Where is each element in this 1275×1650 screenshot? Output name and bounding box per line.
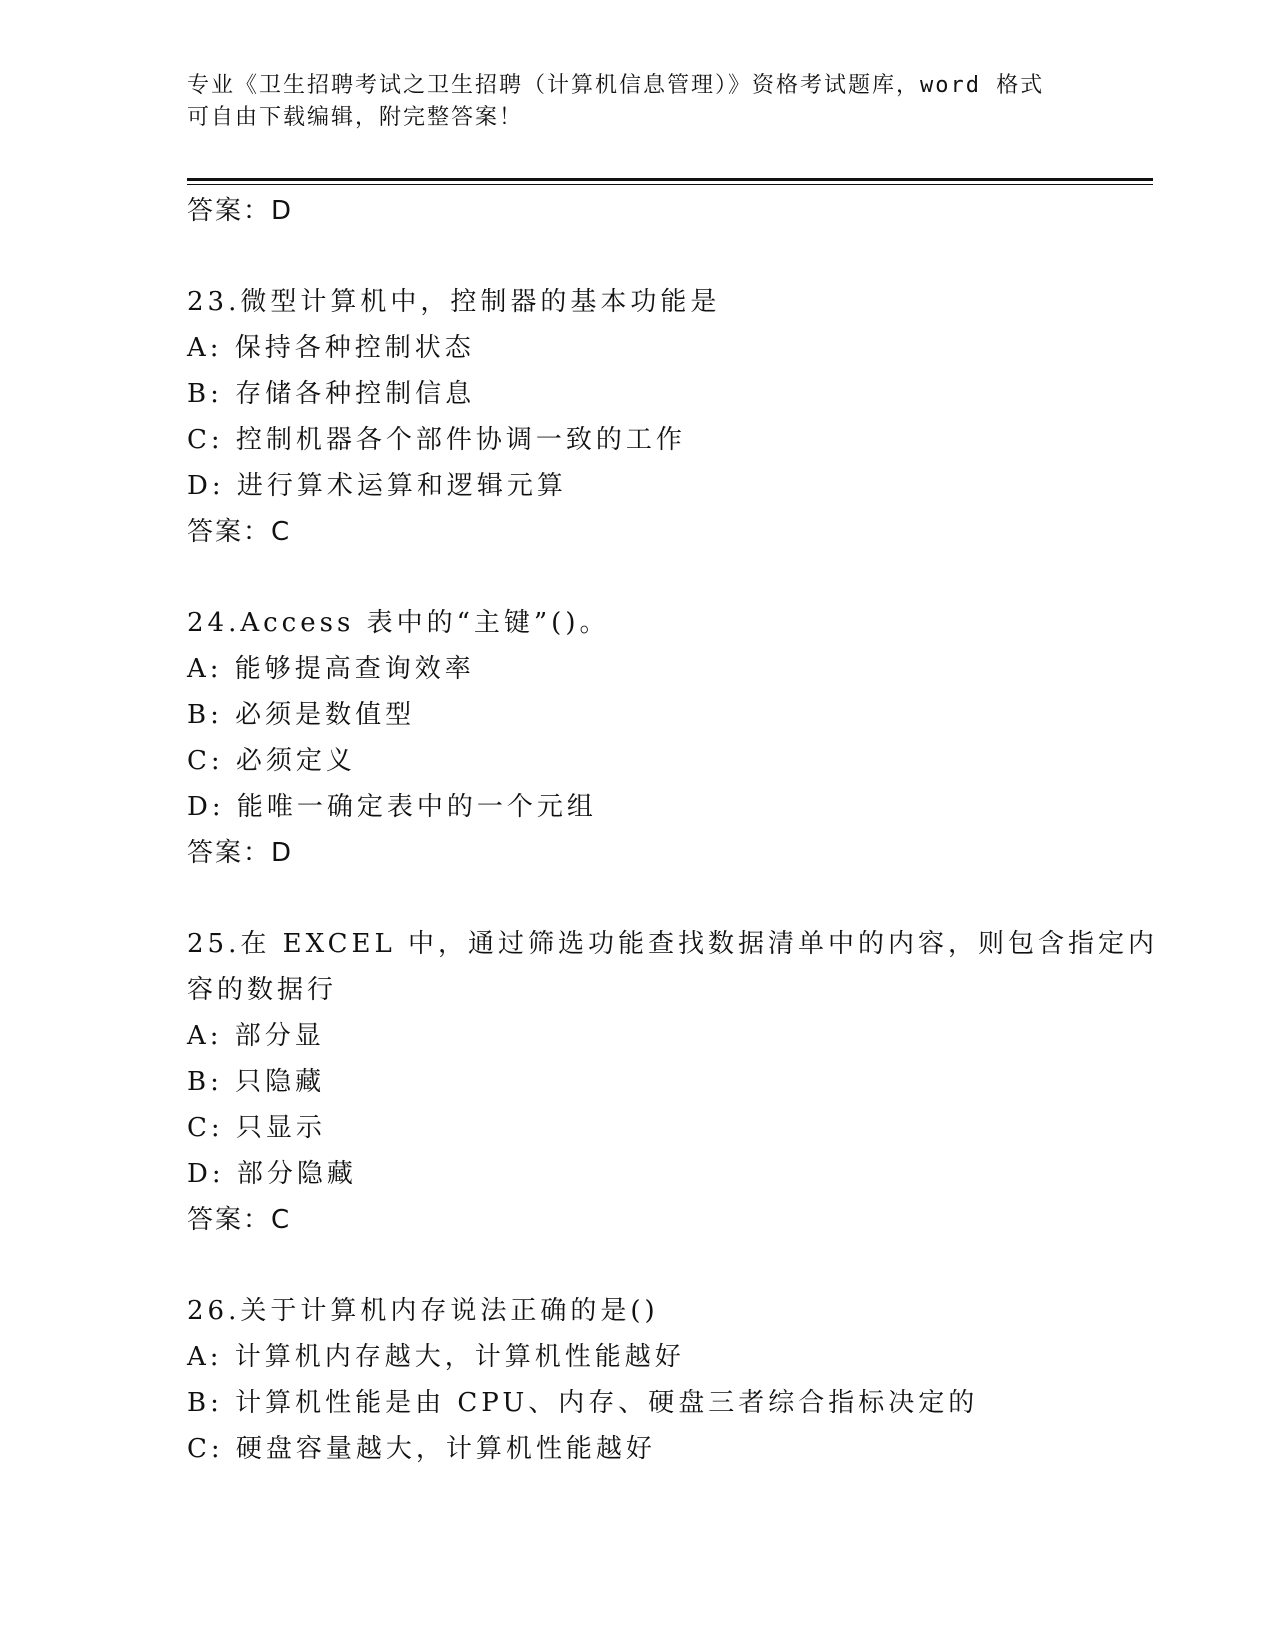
option-c: C: 控制机器各个部件协调一致的工作 bbox=[187, 425, 686, 455]
option-a: A: 能够提高查询效率 bbox=[187, 654, 475, 684]
option-a: A: 部分显 bbox=[187, 1021, 325, 1051]
answer-line: 答案：C bbox=[187, 517, 292, 547]
answer-line: 答案：D bbox=[187, 196, 294, 226]
option-d: D: 能唯一确定表中的一个元组 bbox=[187, 792, 597, 822]
question-block bbox=[187, 1288, 1087, 1472]
question-block bbox=[187, 921, 1159, 1243]
question-stem: 26.关于计算机内存说法正确的是() bbox=[187, 1296, 659, 1326]
header-divider-thin bbox=[187, 184, 1153, 185]
question-stem-continued: 容的数据行 bbox=[187, 975, 338, 1005]
answer-line: 答案：D bbox=[187, 838, 294, 868]
answer-line: 答案：C bbox=[187, 1205, 292, 1235]
spacer bbox=[187, 555, 1087, 600]
option-c: C: 只显示 bbox=[187, 1113, 326, 1143]
option-b: B: 存储各种控制信息 bbox=[187, 379, 476, 409]
option-d: D: 部分隐藏 bbox=[187, 1159, 357, 1189]
question-block bbox=[187, 279, 1087, 555]
question-stem: 23.微型计算机中，控制器的基本功能是 bbox=[187, 287, 721, 317]
option-a: A: 计算机内存越大，计算机性能越好 bbox=[187, 1342, 685, 1372]
option-b: B: 计算机性能是由 CPU、内存、硬盘三者综合指标决定的 bbox=[187, 1388, 979, 1418]
option-c: C: 必须定义 bbox=[187, 746, 356, 776]
option-c: C: 硬盘容量越大，计算机性能越好 bbox=[187, 1434, 656, 1464]
question-stem: 25.在 EXCEL 中，通过筛选功能查找数据清单中的内容，则包含指定内 bbox=[187, 929, 1159, 959]
question-stem: 24.Access 表中的“主键”()。 bbox=[187, 608, 610, 638]
header-divider-thick bbox=[187, 178, 1153, 181]
option-b: B: 只隐藏 bbox=[187, 1067, 326, 1097]
question-list bbox=[187, 188, 1159, 1472]
document-header bbox=[187, 70, 1087, 134]
option-b: B: 必须是数值型 bbox=[187, 700, 416, 730]
option-d: D: 进行算术运算和逻辑元算 bbox=[187, 471, 567, 501]
option-a: A: 保持各种控制状态 bbox=[187, 333, 475, 363]
spacer bbox=[187, 234, 1087, 279]
header-line-2: 可自由下载编辑，附完整答案！ bbox=[187, 105, 524, 130]
question-block bbox=[187, 600, 1087, 876]
spacer bbox=[187, 876, 1087, 921]
spacer bbox=[187, 1243, 1087, 1288]
header-line-1: 专业《卫生招聘考试之卫生招聘（计算机信息管理）》资格考试题库，word 格式 bbox=[187, 73, 1045, 98]
